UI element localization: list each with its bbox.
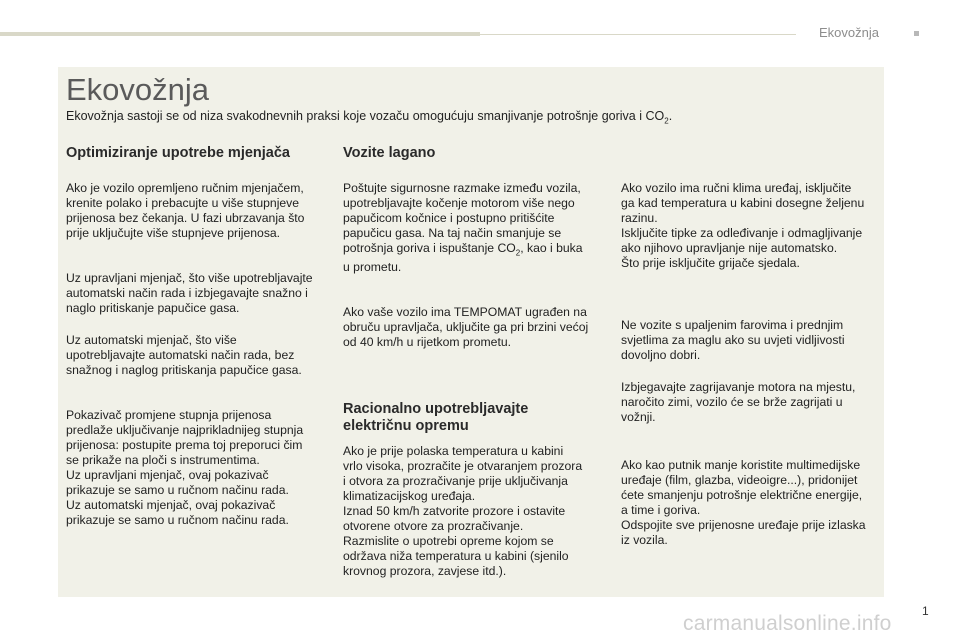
gear-indicator-paragraph: Pokazivač promjene stupnja prijenosa predlaže uključivanje najprikladnijeg stupnja prijenosa: postupite prema toj preporuci čim se prikaže na ploči s instrumentima. Uz upravljani mjenjač, ovaj pokazivač prikazuje se samo u ručnom načinu rada. Uz automatski mjenjač, ovaj pokazivač prikazuje se samo u ručnom načinu rada. [66,408,304,527]
headlamps-paragraph: Ne vozite s upaljenim farovima i prednjim svjetlima za maglu ako su uvjeti vidljivosti dovoljno dobri. [621,318,845,362]
air-conditioning-paragraph: Ako vozilo ima ručni klima uređaj, isključite ga kad temperatura u kabini dosegne željenu razinu. Isključite tipke za odleđivanje i odmagljivanje ako njihovo upravljanje nije automatsko. Što prije isključite grijače sjedala. [621,181,865,270]
cabin-ventilation-paragraph: Ako je prije polaska temperatura u kabini vrlo visoka, prozračite je otvaranjem prozora i otvora za prozračivanje prije uključivanja klimatizacijskog uređaja. Iznad 50 km/h zatvorite prozore i ostavite otvorene otvore za prozračivanje. Razmislite o upotrebi opreme kojom se održava niža temperatura u kabini (sjenilo krovnog prozora, zavjese itd.). [343,444,583,578]
watermark: carmanualsonline.info [683,612,892,635]
smooth-driving-paragraph [343,181,583,275]
heading-electrical-line2: električnu opremu [343,418,469,434]
gearbox-automatic-paragraph: Uz automatski mjenjač, što više upotrebljavajte automatski način rada, bez snažnog i naglog pritiskanja papučice gasa. [66,333,302,377]
intro-text [66,109,672,126]
heading-electrical-line1: Racionalno upotrebljavajte [343,401,529,417]
header-section-title: Ekovožnja [819,25,879,40]
header-square-marker [914,31,919,36]
intro-subscript: 2 [664,116,669,126]
header-rule-thin [480,34,796,35]
co2-subscript: 2 [515,248,521,258]
heading-gearbox: Optimiziranje upotrebe mjenjača [66,145,290,161]
engine-warmup-paragraph: Izbjegavajte zagrijavanje motora na mjestu, naročito zimi, vozilo će se brže zagrijati u vožnji. [621,380,856,424]
heading-electrical-equipment [343,401,528,435]
cruise-control-paragraph: Ako vaše vozilo ima TEMPOMAT ugrađen na obruču upravljača, uključite ga pri brzini većoj od 40 km/h u rijetkom prometu. [343,305,589,349]
page-title: Ekovožnja [66,72,210,107]
intro-end: . [668,109,673,123]
smooth-driving-text: Poštujte sigurnosne razmake između vozila, upotrebljavajte kočenje motorom više nego papučicom kočnice i postupno pritišćite papučicu gasa. Na taj način smanjuje se potrošnja goriva i ispuštanje CO [343,181,581,255]
heading-drive-smoothly: Vozite lagano [343,145,436,161]
page-number: 1 [922,604,929,618]
gearbox-piloted-paragraph: Uz upravljani mjenjač, što više upotrebljavajte automatski način rada i izbjegavajte snažno i naglo pritiskanje papučice gasa. [66,271,313,315]
intro-main: Ekovožnja sastoji se od niza svakodnevnih praksi koje vozaču omogućuju smanjivanje potrošnje goriva i CO [66,109,665,123]
smooth-driving-text-end: , kao i buka u prometu. [343,241,583,275]
header-rule [0,32,480,36]
gearbox-manual-paragraph: Ako je vozilo opremljeno ručnim mjenjačem, krenite polako i prebacujte u više stupnjeve prijenosa bez čekanja. U fazi ubrzavanja što prije uključujte više stupnjeve prijenosa. [66,181,305,240]
multimedia-paragraph: Ako kao putnik manje koristite multimedijske uređaje (film, glazba, videoigre...), pridonijet ćete smanjenju potrošnje električne energije, a time i goriva. Odspojite sve prijenosne uređaje prije izlaska iz vozila. [621,458,866,547]
